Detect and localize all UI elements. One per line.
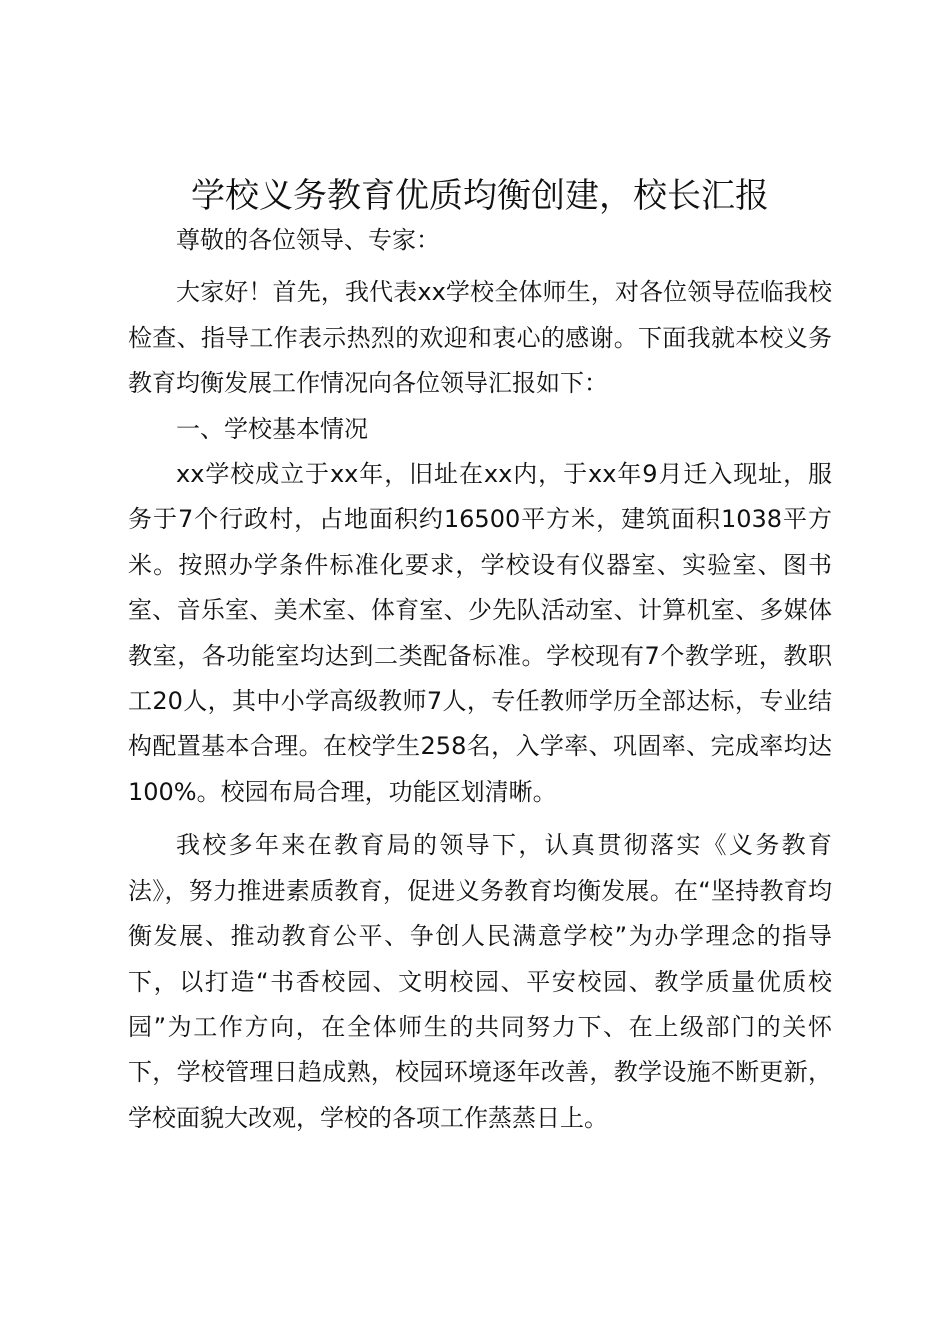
salutation: 尊敬的各位领导、专家： xyxy=(176,226,440,254)
intro-paragraph: 大家好！首先，我代表xx学校全体师生，对各位领导莅临我校检查、指导工作表示热烈的欢迎和衷心的感谢。下面我就本校义务教育均衡发展工作情况向各位领导汇报如下： xyxy=(128,278,832,398)
document-title: 学校义务教育优质均衡创建，校长汇报 xyxy=(191,176,769,216)
document-body xyxy=(128,172,832,1141)
work-summary-paragraph: 我校多年来在教育局的领导下，认真贯彻落实《义务教育法》，努力推进素质教育，促进义务教育均衡发展。在“坚持教育均衡发展、推动教育公平、争创人民满意学校”为办学理念的指导下，以打造“书香校园、文明校园、平安校园、教学质量优质校园”为工作方向，在全体师生的共同努力下、在上级部门的关怀下，学校管理日趋成熟，校园环境逐年改善，教学设施不断更新，学校面貌大改观，学校的各项工作蒸蒸日上。 xyxy=(128,831,832,1132)
section-heading: 一、学校基本情况 xyxy=(176,414,368,443)
basic-info-paragraph: xx学校成立于xx年，旧址在xx内，于xx年9月迁入现址，服务于7个行政村，占地面积约16500平方米，建筑面积1038平方米。按照办学条件标准化要求，学校设有仪器室、实验室、图书室、音乐室、美术室、体育室、少先队活动室、计算机室、多媒体教室，各功能室均达到二类配备标准。学校现有7个教学班，教职工20人，其中小学高级教师7人，专任教师学历全部达标，专业结构配置基本合理。在校学生258名，入学率、巩固率、完成率均达100%。校园布局合理，功能区划清晰。 xyxy=(128,460,832,806)
